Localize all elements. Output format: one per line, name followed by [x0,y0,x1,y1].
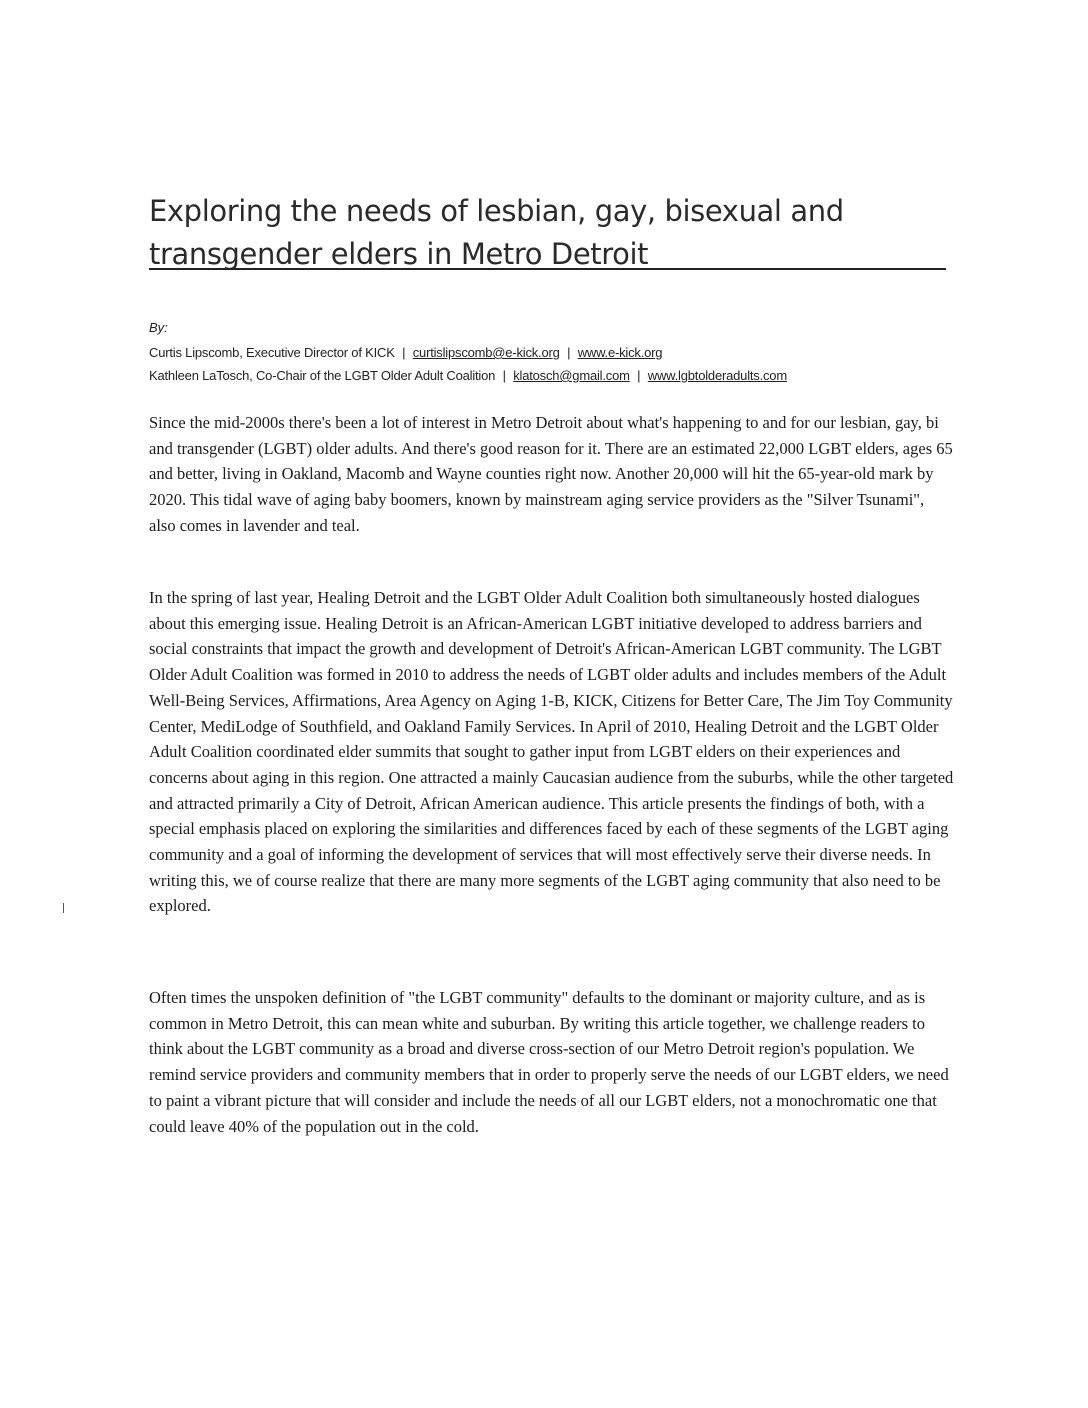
article-title: Exploring the needs of lesbian, gay, bisexual and transgender elders in Metro Detroit [149,194,844,271]
author-line-2 [149,364,949,387]
author-website-link[interactable]: www.e-kick.org [577,345,663,360]
author-email-link[interactable]: curtislipscomb@e-kick.org [412,345,560,360]
separator: | [567,345,571,360]
separator: | [402,345,406,360]
author-email-link[interactable]: klatosch@gmail.com [513,368,630,383]
body-paragraph-3: Often times the unspoken definition of "the LGBT community" defaults to the dominant or majority culture, and as is common in Metro Detroit, this can mean white and suburban. By writing this article together, we challenge readers to think about the LGBT community as a broad and diverse cross-section of our Metro Detroit region's population. We remind service providers and community members that in order to properly serve the needs of our LGBT elders, we need to paint a vibrant picture that will consider and include the needs of all our LGBT elders, not a monochromatic one that could leave 40% of the population out in the cold. [149,988,949,1136]
author-name-role: Kathleen LaTosch, Co-Chair of the LGBT Older Adult Coalition [149,368,496,383]
byline-label: By: [149,320,168,335]
separator: | [637,368,641,383]
title-underline [149,268,946,270]
author-name-role: Curtis Lipscomb, Executive Director of KICK [149,345,395,360]
body-paragraph-2: In the spring of last year, Healing Detroit and the LGBT Older Adult Coalition both simultaneously hosted dialogues about this emerging issue. Healing Detroit is an African-American LGBT initiative developed to address barriers and social constraints that impact the growth and development of Detroit's African-American LGBT community. The LGBT Older Adult Coalition was formed in 2010 to address the needs of LGBT older adults and includes members of the Adult Well-Being Services, Affirmations, Area Agency on Aging 1-B, KICK, Citizens for Better Care, The Jim Toy Community Center, MediLodge of Southfield, and Oakland Family Services. In April of 2010, Healing Detroit and the LGBT Older Adult Coalition coordinated elder summits that sought to gather input from LGBT elders on their experiences and concerns about aging in this region. One attracted a mainly Caucasian audience from the suburbs, while the other targeted and attracted primarily a City of Detroit, African American audience. This article presents the findings of both, with a special emphasis placed on exploring the similarities and differences faced by each of these segments of the LGBT aging community and a goal of informing the development of services that will most effectively serve their diverse needs. In writing this, we of course realize that there are many more segments of the LGBT aging community that also need to be explored. [149,588,954,916]
author-website-link[interactable]: www.lgbtolderadults.com [647,368,787,383]
byline [149,316,949,387]
author-line-1 [149,341,949,364]
scan-margin-mark [63,903,64,913]
separator: | [502,368,506,383]
body-paragraph-1: Since the mid-2000s there's been a lot of interest in Metro Detroit about what's happening to and for our lesbian, gay, bi and transgender (LGBT) older adults. And there's good reason for it. There are an estimated 22,000 LGBT elders, ages 65 and better, living in Oakland, Macomb and Wayne counties right now. Another 20,000 will hit the 65-year-old mark by 2020. This tidal wave of aging baby boomers, known by mainstream aging service providers as the "Silver Tsunami", also comes in lavender and teal. [149,413,953,535]
